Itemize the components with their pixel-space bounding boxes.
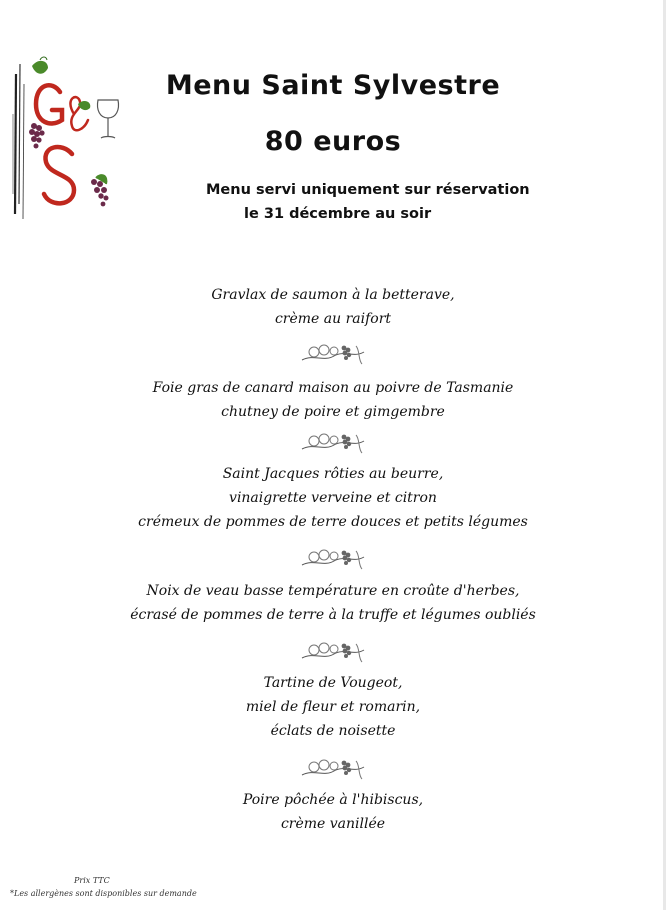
price-note: Prix TTC <box>74 876 110 885</box>
course-line: chutney de poire et gimgembre <box>221 404 445 420</box>
course-starter <box>0 283 666 331</box>
grape-vine-icon <box>300 638 366 668</box>
course-line: crème vanillée <box>280 816 386 832</box>
grape-vine-icon <box>300 545 366 575</box>
grape-vine-icon <box>300 755 366 785</box>
course-veal <box>0 579 666 627</box>
course-foie-gras <box>0 376 666 424</box>
course-line: Noix de veau basse température en croûte d'herbes, <box>146 583 520 599</box>
course-line: vinaigrette verveine et citron <box>229 490 437 506</box>
course-line: écrasé de pommes de terre à la truffe et légumes oubliés <box>130 607 536 623</box>
course-saint-jacques <box>0 462 666 534</box>
date-note: le 31 décembre au soir <box>244 206 432 222</box>
course-dessert <box>0 788 666 836</box>
menu-price: 80 euros <box>264 126 402 157</box>
course-line: Foie gras de canard maison au poivre de Tasmanie <box>152 380 514 396</box>
menu-title: Menu Saint Sylvestre <box>165 70 501 101</box>
grape-vine-icon <box>300 429 366 459</box>
course-line: miel de fleur et romarin, <box>245 699 421 715</box>
course-cheese <box>0 671 666 743</box>
course-line: Tartine de Vougeot, <box>263 675 403 691</box>
course-line: Poire pôchée à l'hibiscus, <box>242 792 424 808</box>
course-line: Gravlax de saumon à la betterave, <box>211 287 455 303</box>
allergen-note: *Les allergènes sont disponibles sur demande <box>10 889 197 898</box>
course-line: éclats de noisette <box>270 723 396 739</box>
reservation-note: Menu servi uniquement sur réservation <box>206 182 530 198</box>
course-line: crémeux de pommes de terre douces et petits légumes <box>138 514 528 530</box>
course-line: crème au raifort <box>274 311 392 327</box>
grape-vine-icon <box>300 340 366 370</box>
course-line: Saint Jacques rôties au beurre, <box>222 466 444 482</box>
